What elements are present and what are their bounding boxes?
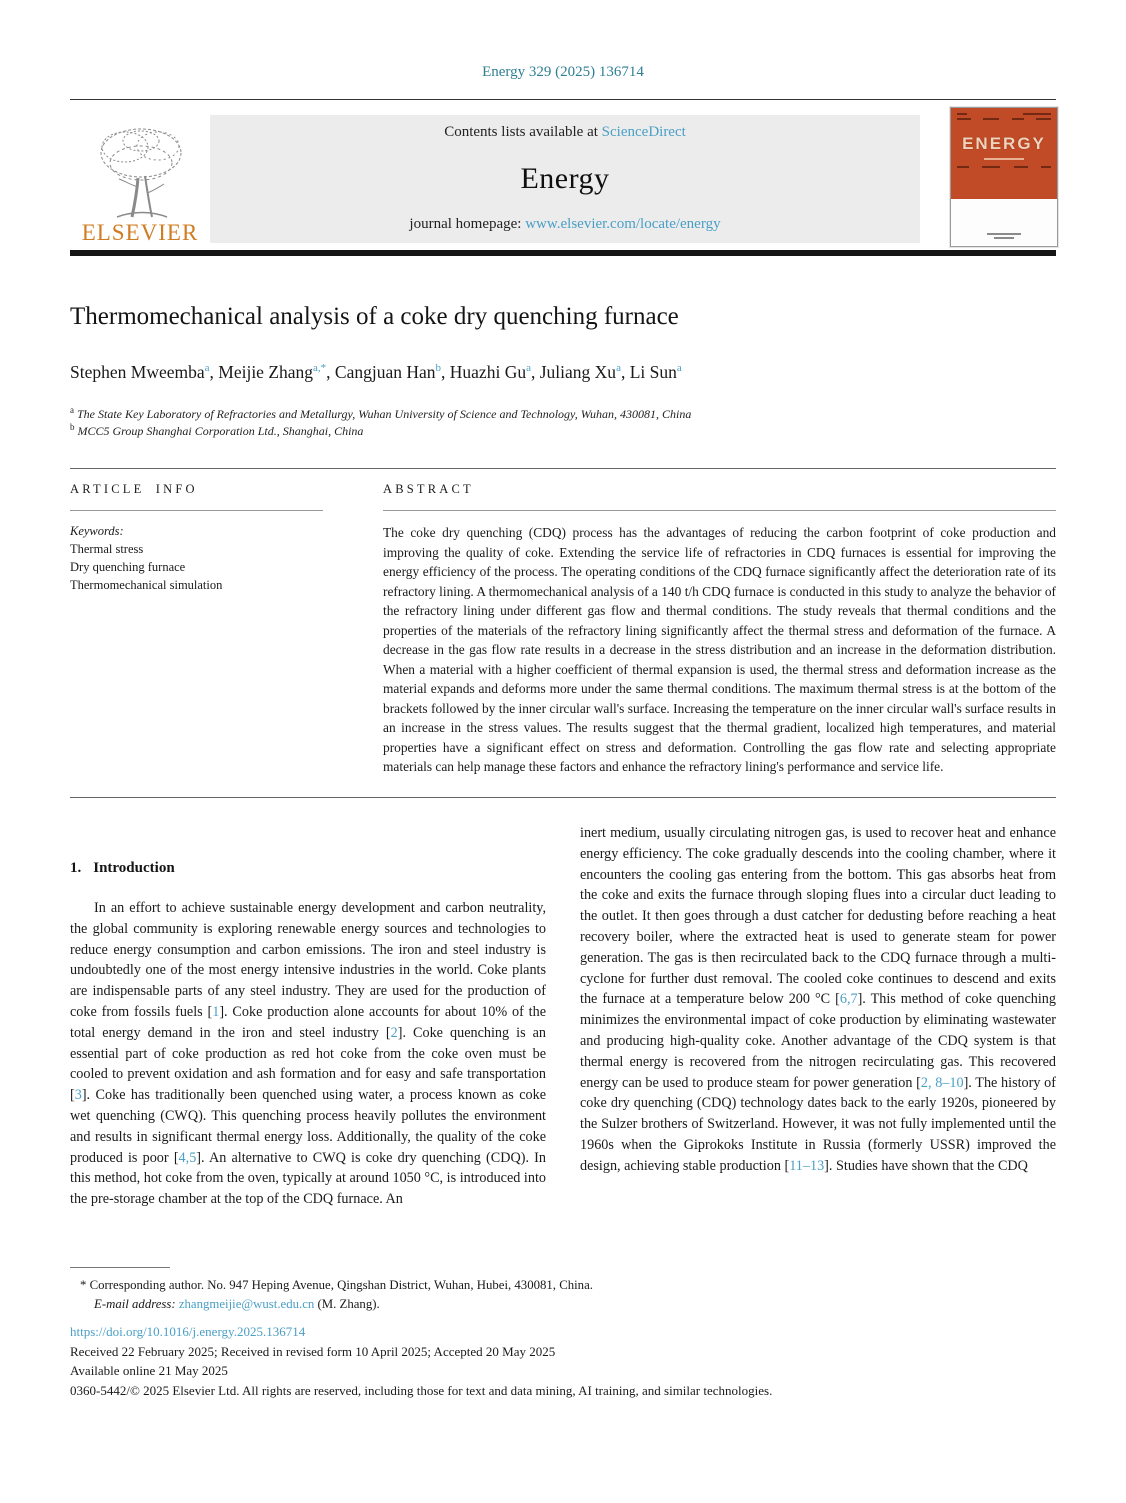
footnote-block [70, 1276, 990, 1314]
article-info-rule [70, 510, 323, 511]
elsevier-logo [70, 112, 210, 244]
article-info-heading: ARTICLE INFO [70, 482, 198, 496]
link[interactable]: 3 [74, 1087, 82, 1104]
header-divider-bar [70, 250, 1056, 256]
abstract-bottom-rule [70, 797, 1056, 798]
author-list: Stephen Mweemba$^a$, Meijie Zhang$^{a,*}$, Cangjuan Han$^b$, Huazhi Gu$^a$, Juliang Xu$^a$, Li Sun$^a$ [70, 362, 682, 382]
section-rule [70, 468, 1056, 469]
link[interactable]: www.elsevier.com/locate/energy [525, 216, 721, 232]
keyword-item: Thermal stress [70, 542, 144, 556]
link[interactable]: 6,7 [839, 991, 858, 1008]
cover-journal-title: ENERGY [962, 134, 1046, 153]
journal-homepage-line: journal homepage: www.elsevier.com/locate/energy [409, 216, 721, 232]
abstract-text: The coke dry quenching (CDQ) process has the advantages of reducing the carbon footprint of coke production and improving the quality of coke. Extending the service life of refractories in CDQ furnaces is essential for improving the energy efficiency of the process. The operating conditions of the CDQ furnace significantly affect the deterioration rate of its refractory lining. A thermomechanical analysis of a 140 t/h CDQ furnace is conducted in this study to analyze the behavior of the refractory lining under different gas flow and thermal conditions. The study reveals that thermal conditions and the properties of the materials of the refractory lining significantly affect the thermal stress and deformation of the furnace. A decrease in the gas flow rate results in a decrease in the stress distribution and an increase in the deformation distribution. When a material with a higher coefficient of thermal expansion is used, the thermal stress and deformation increase as the material expands and deforms more under the same thermal conditions. The maximum thermal stress is at the bottom of the brackets followed by the inner circular wall's surface. Increasing the temperature on the inner circular wall's surface results in an increase in the stress values. The results suggest that the thermal gradient, localized high temperatures, and material properties have a significant effect on stress and deformation. Controlling the gas flow rate and selecting appropriate materials can help manage these factors and enhance the refractory lining's performance and service life. [383, 525, 1056, 774]
contents-line: Contents lists available at ScienceDirect [444, 124, 686, 140]
elsevier-wordmark: ELSEVIER [81, 220, 199, 245]
link[interactable]: 2 [390, 1024, 398, 1041]
journal-masthead-band [210, 115, 920, 243]
link[interactable]: a,* [313, 362, 327, 375]
footnote-rule [70, 1267, 170, 1268]
top-rule [70, 99, 1056, 100]
cover-bottom-panel [951, 199, 1057, 245]
keyword-item: Dry quenching furnace [70, 560, 186, 574]
article-info-column [70, 482, 330, 594]
received-dates: Received 22 February 2025; Received in revised form 10 April 2025; Accepted 20 May 2025 [70, 1343, 556, 1359]
cover-subheader-text [957, 118, 1051, 120]
cover-top-panel [951, 108, 1057, 199]
body-text-left-column: In an effort to achieve sustainable energy development and carbon neutrality, the global community is exploring renewable energy sources and technologies to reduce energy consumption and carbon emissions. The iron and steel industry is undoubtedly one of the most energy intensive industries in the world. Coke plants are indispensable parts of any steel industry. They are used for the production of coke from fossils fuels [1]. Coke production alone accounts for about 10% of the total energy demand in the iron and steel industry [2]. Coke quenching is an essential part of coke production as red hot coke from the coke oven must be cooled to prevent oxidation and ash formation and for easy and safe transportation [3]. Coke has traditionally been quenched using water, a process known as coke wet quenching (CWQ). This quenching process heavily pollutes the environment and results in significant thermal energy loss. Additionally, the quality of the coke produced is poor [4,5]. An alternative to CWQ is coke dry quenching (CDQ). In this method, hot coke from the oven, typically at around 1050 °C, is introduced into the pre-storage chamber at the top of the CDQ furnace. An [70, 900, 547, 1208]
doi-link[interactable]: https://doi.org/10.1016/j.energy.2025.136714 [70, 1324, 306, 1339]
email-line: E-mail address: zhangmeijie@wust.edu.cn (M. Zhang). [94, 1297, 380, 1311]
link[interactable]: ScienceDirect [601, 124, 686, 140]
keywords-label: Keywords: [70, 524, 124, 538]
copyright-line: 0360-5442/© 2025 Elsevier Ltd. All rights are reserved, including those for text and data mining, AI training, and similar technologies. [70, 1382, 773, 1398]
keywords-block [70, 522, 330, 594]
link[interactable]: b [435, 362, 442, 375]
link[interactable]: a [204, 362, 210, 375]
article-footer [70, 1322, 1056, 1400]
link[interactable]: 4,5 [178, 1149, 197, 1166]
link[interactable]: a [676, 362, 682, 375]
abstract-heading: ABSTRACT [383, 482, 474, 496]
abstract-rule [383, 510, 1056, 511]
cover-publisher-mark [987, 233, 1021, 239]
link[interactable]: 2, 8–10 [920, 1074, 964, 1091]
link[interactable]: a [616, 362, 621, 375]
affiliation-a: $^a$ The State Key Laboratory of Refractories and Metallurgy, Wuhan University of Science and Technology, Wuhan, 430081, China [70, 405, 692, 421]
cover-header-text [957, 113, 1051, 115]
keyword-item: Thermomechanical simulation [70, 578, 223, 592]
elsevier-tree-icon [81, 123, 199, 223]
body-text-right-column: inert medium, usually circulating nitrogen gas, is used to recover heat and enhance energy efficiency. The coke gradually descends into the cooling chamber, where it encounters the cooling gas entering from the bottom. This gas absorbs heat from the coke and exits the furnace through sloping flues into a circular duct leading to the outlet. It then goes through a dust catcher for dedusting before reaching a heat recovery boiler, where the extracted heat is used to generate steam for power generation. The gas is then recirculated back to the CDQ furnace through a multi-cyclone for further dust removal. The cooled coke continues to descend and exits the furnace at a temperature below 200 °C [6,7]. This method of coke quenching minimizes the environmental impact of coke production by eliminating wastewater and producing high-quality coke. Another advantage of the CDQ system is that thermal energy is recovered from the nitrogen recirculating gas. This recovered energy can be used to produce steam for power generation [2, 8–10]. The history of coke dry quenching (CDQ) technology dates back to the early 1920s, pioneered by the Sulzer brothers of Switzerland. However, it was not fully implemented until the 1960s when the Giprokoks Institute in Russia (formerly USSR) improved the design, achieving stable production [11–13]. Studies have shown that the CDQ [580, 825, 1056, 1174]
cover-footer-text [957, 166, 1051, 168]
affiliation-b: $^b$ MCC5 Group Shanghai Corporation Ltd., Shanghai, China [70, 422, 364, 438]
corresponding-author-note: * Corresponding author. No. 947 Heping Avenue, Qingshan District, Wuhan, Hubei, 430081, China. [80, 1278, 593, 1292]
cover-tagline [957, 158, 1051, 160]
journal-citation: Energy 329 (2025) 136714 [482, 64, 644, 80]
available-online-date: Available online 21 May 2025 [70, 1363, 228, 1378]
link[interactable]: a [526, 362, 531, 375]
link[interactable]: 1 [212, 1003, 220, 1020]
section-number: 1. [70, 860, 82, 876]
link[interactable]: zhangmeijie@wust.edu.cn [178, 1297, 315, 1311]
journal-name: Energy [520, 161, 610, 195]
article-title: Thermomechanical analysis of a coke dry quenching furnace [70, 303, 679, 330]
link[interactable]: 11–13 [789, 1157, 825, 1174]
section-title: Introduction [93, 860, 175, 876]
journal-cover-thumbnail[interactable] [950, 107, 1058, 247]
introduction-heading [70, 860, 175, 877]
abstract-column [383, 482, 1056, 777]
